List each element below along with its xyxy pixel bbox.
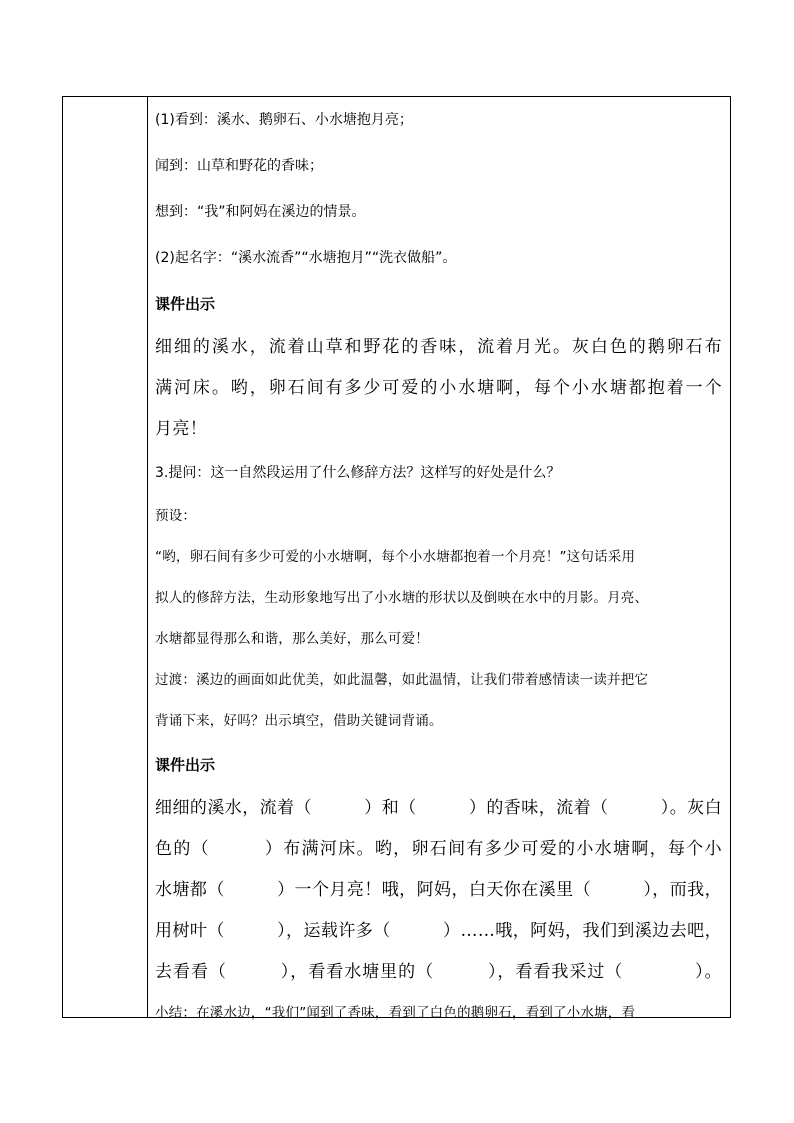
- section-heading-2: 课件出示: [155, 756, 216, 774]
- question-line: 3.提问：这一自然段运用了什么修辞方法？这样写的好处是什么？: [155, 465, 561, 481]
- answer-line-3: 想到：“我”和阿妈在溪边的情景。: [155, 204, 366, 220]
- answer-line-1: (1)看到：溪水、鹅卵石、小水塘抱月亮；: [155, 112, 413, 128]
- passage2-line-4: 用树叶（ ），运载许多（ ）……哦，阿妈，我们到溪边去吧，: [155, 921, 722, 941]
- transition-line-1: 过渡：溪边的画面如此优美，如此温馨，如此温情，让我们带着感情读一读并把它: [155, 672, 649, 688]
- passage1-line-2: 满河床。哟，卵石间有多少可爱的小水塘啊，每个小水塘都抱着一个: [155, 378, 722, 398]
- passage2-line-3: 水塘都（ ）一个月亮！哦，阿妈，白天你在溪里（ ），而我，: [155, 880, 722, 900]
- passage1-line-1: 细细的溪水，流着山草和野花的香味，流着月光。灰白色的鹅卵石布: [155, 337, 722, 357]
- lesson-content: [155, 97, 722, 1034]
- answer-line-2: 闻到：山草和野花的香味；: [155, 158, 323, 174]
- passage2-line-2: 色的（ ）布满河床。哟，卵石间有多少可爱的小水塘啊，每个小: [155, 839, 722, 859]
- preset-label: 预设：: [155, 508, 197, 524]
- passage2-line-1: 细细的溪水，流着（ ）和（ ）的香味，流着（ ）。灰白: [155, 798, 722, 818]
- passage1-line-3: 月亮！: [155, 419, 208, 439]
- transition-line-2: 背诵下来，好吗？出示填空，借助关键词背诵。: [155, 713, 443, 729]
- section-heading-1: 课件出示: [155, 295, 216, 313]
- lesson-table: [62, 96, 731, 1021]
- answer-line-4: (2)起名字：“溪水流香”“水塘抱月”“洗衣做船”。: [155, 250, 457, 266]
- preset-line-1: “哟，卵石间有多少可爱的小水塘啊，每个小水塘都抱着一个月亮！”这句话采用: [155, 549, 636, 565]
- preset-line-2: 拟人的修辞方法，生动形象地写出了小水塘的形状以及倒映在水中的月影。月亮、: [155, 590, 649, 606]
- passage2-line-5: 去看看（ ），看看水塘里的（ ），看看我采过（ ）。: [155, 962, 722, 982]
- summary-line: 小结：在溪水边，“我们”闻到了香味，看到了白色的鹅卵石，看到了小水塘，看: [155, 1005, 636, 1021]
- column-divider: [147, 97, 148, 1017]
- preset-line-3: 水塘都显得那么和谐，那么美好，那么可爱！: [155, 631, 429, 647]
